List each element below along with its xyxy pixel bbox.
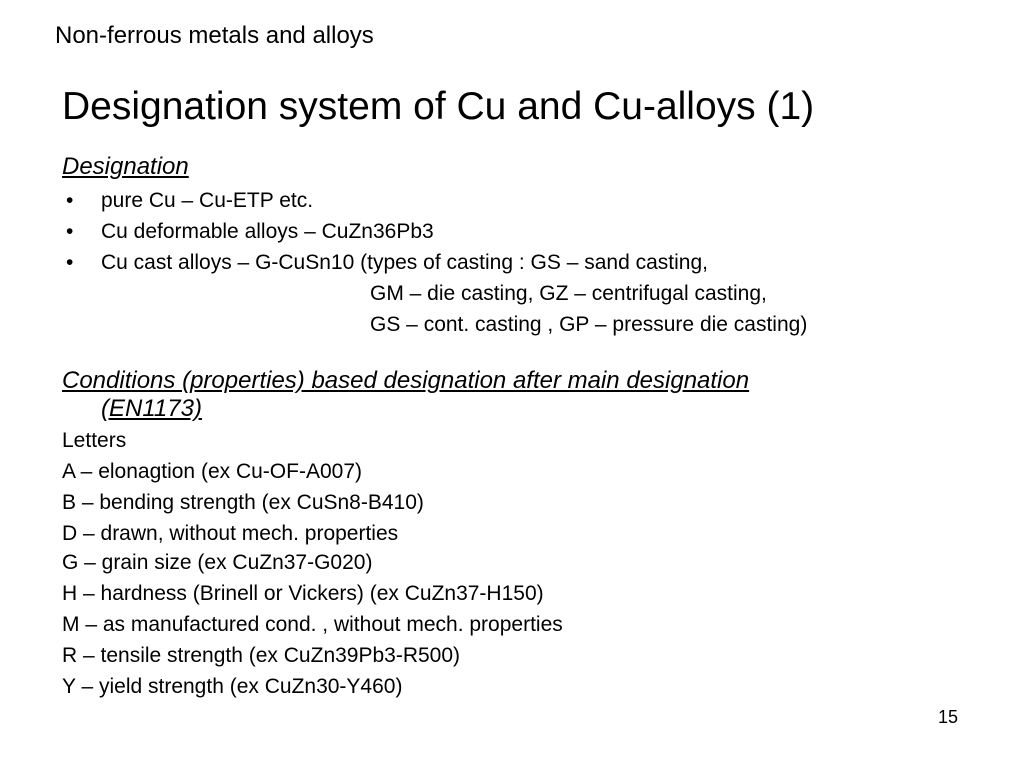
condition-item: Y – yield strength (ex CuZn30-Y460) (62, 675, 403, 698)
condition-item: A – elonagtion (ex Cu-OF-A007) (62, 460, 362, 483)
slide-title: Designation system of Cu and Cu-alloys (1) (62, 85, 815, 128)
designation-heading: Designation (62, 153, 189, 180)
bullet-marker: • (66, 220, 74, 243)
condition-item: B – bending strength (ex CuSn8-B410) (62, 491, 424, 514)
condition-item: H – hardness (Brinell or Vickers) (ex CuZn37-H150) (62, 582, 544, 605)
condition-item: D – drawn, without mech. properties (62, 522, 399, 545)
designation-bullet-pure-cu: pure Cu – Cu-ETP etc. (101, 189, 314, 212)
condition-item: R – tensile strength (ex CuZn39Pb3-R500) (62, 644, 461, 667)
letters-label: Letters (62, 429, 127, 452)
bullet-marker: • (66, 251, 74, 274)
page-number: 15 (938, 707, 959, 727)
bullet-marker: • (66, 189, 74, 212)
conditions-heading-standard: (EN1173) (101, 395, 202, 422)
slide-header: Non-ferrous metals and alloys (55, 22, 374, 49)
casting-types-continuation: GS – cont. casting , GP – pressure die casting) (370, 313, 808, 336)
condition-item: G – grain size (ex CuZn37-G020) (62, 551, 373, 574)
designation-bullet-cast: Cu cast alloys – G-CuSn10 (types of casting : GS – sand casting, (101, 251, 708, 274)
condition-item: M – as manufactured cond. , without mech. properties (62, 613, 563, 636)
casting-types-continuation: GM – die casting, GZ – centrifugal casting, (370, 282, 767, 305)
conditions-heading: Conditions (properties) based designation after main designation (62, 367, 750, 394)
designation-bullet-deformable: Cu deformable alloys – CuZn36Pb3 (101, 220, 434, 243)
